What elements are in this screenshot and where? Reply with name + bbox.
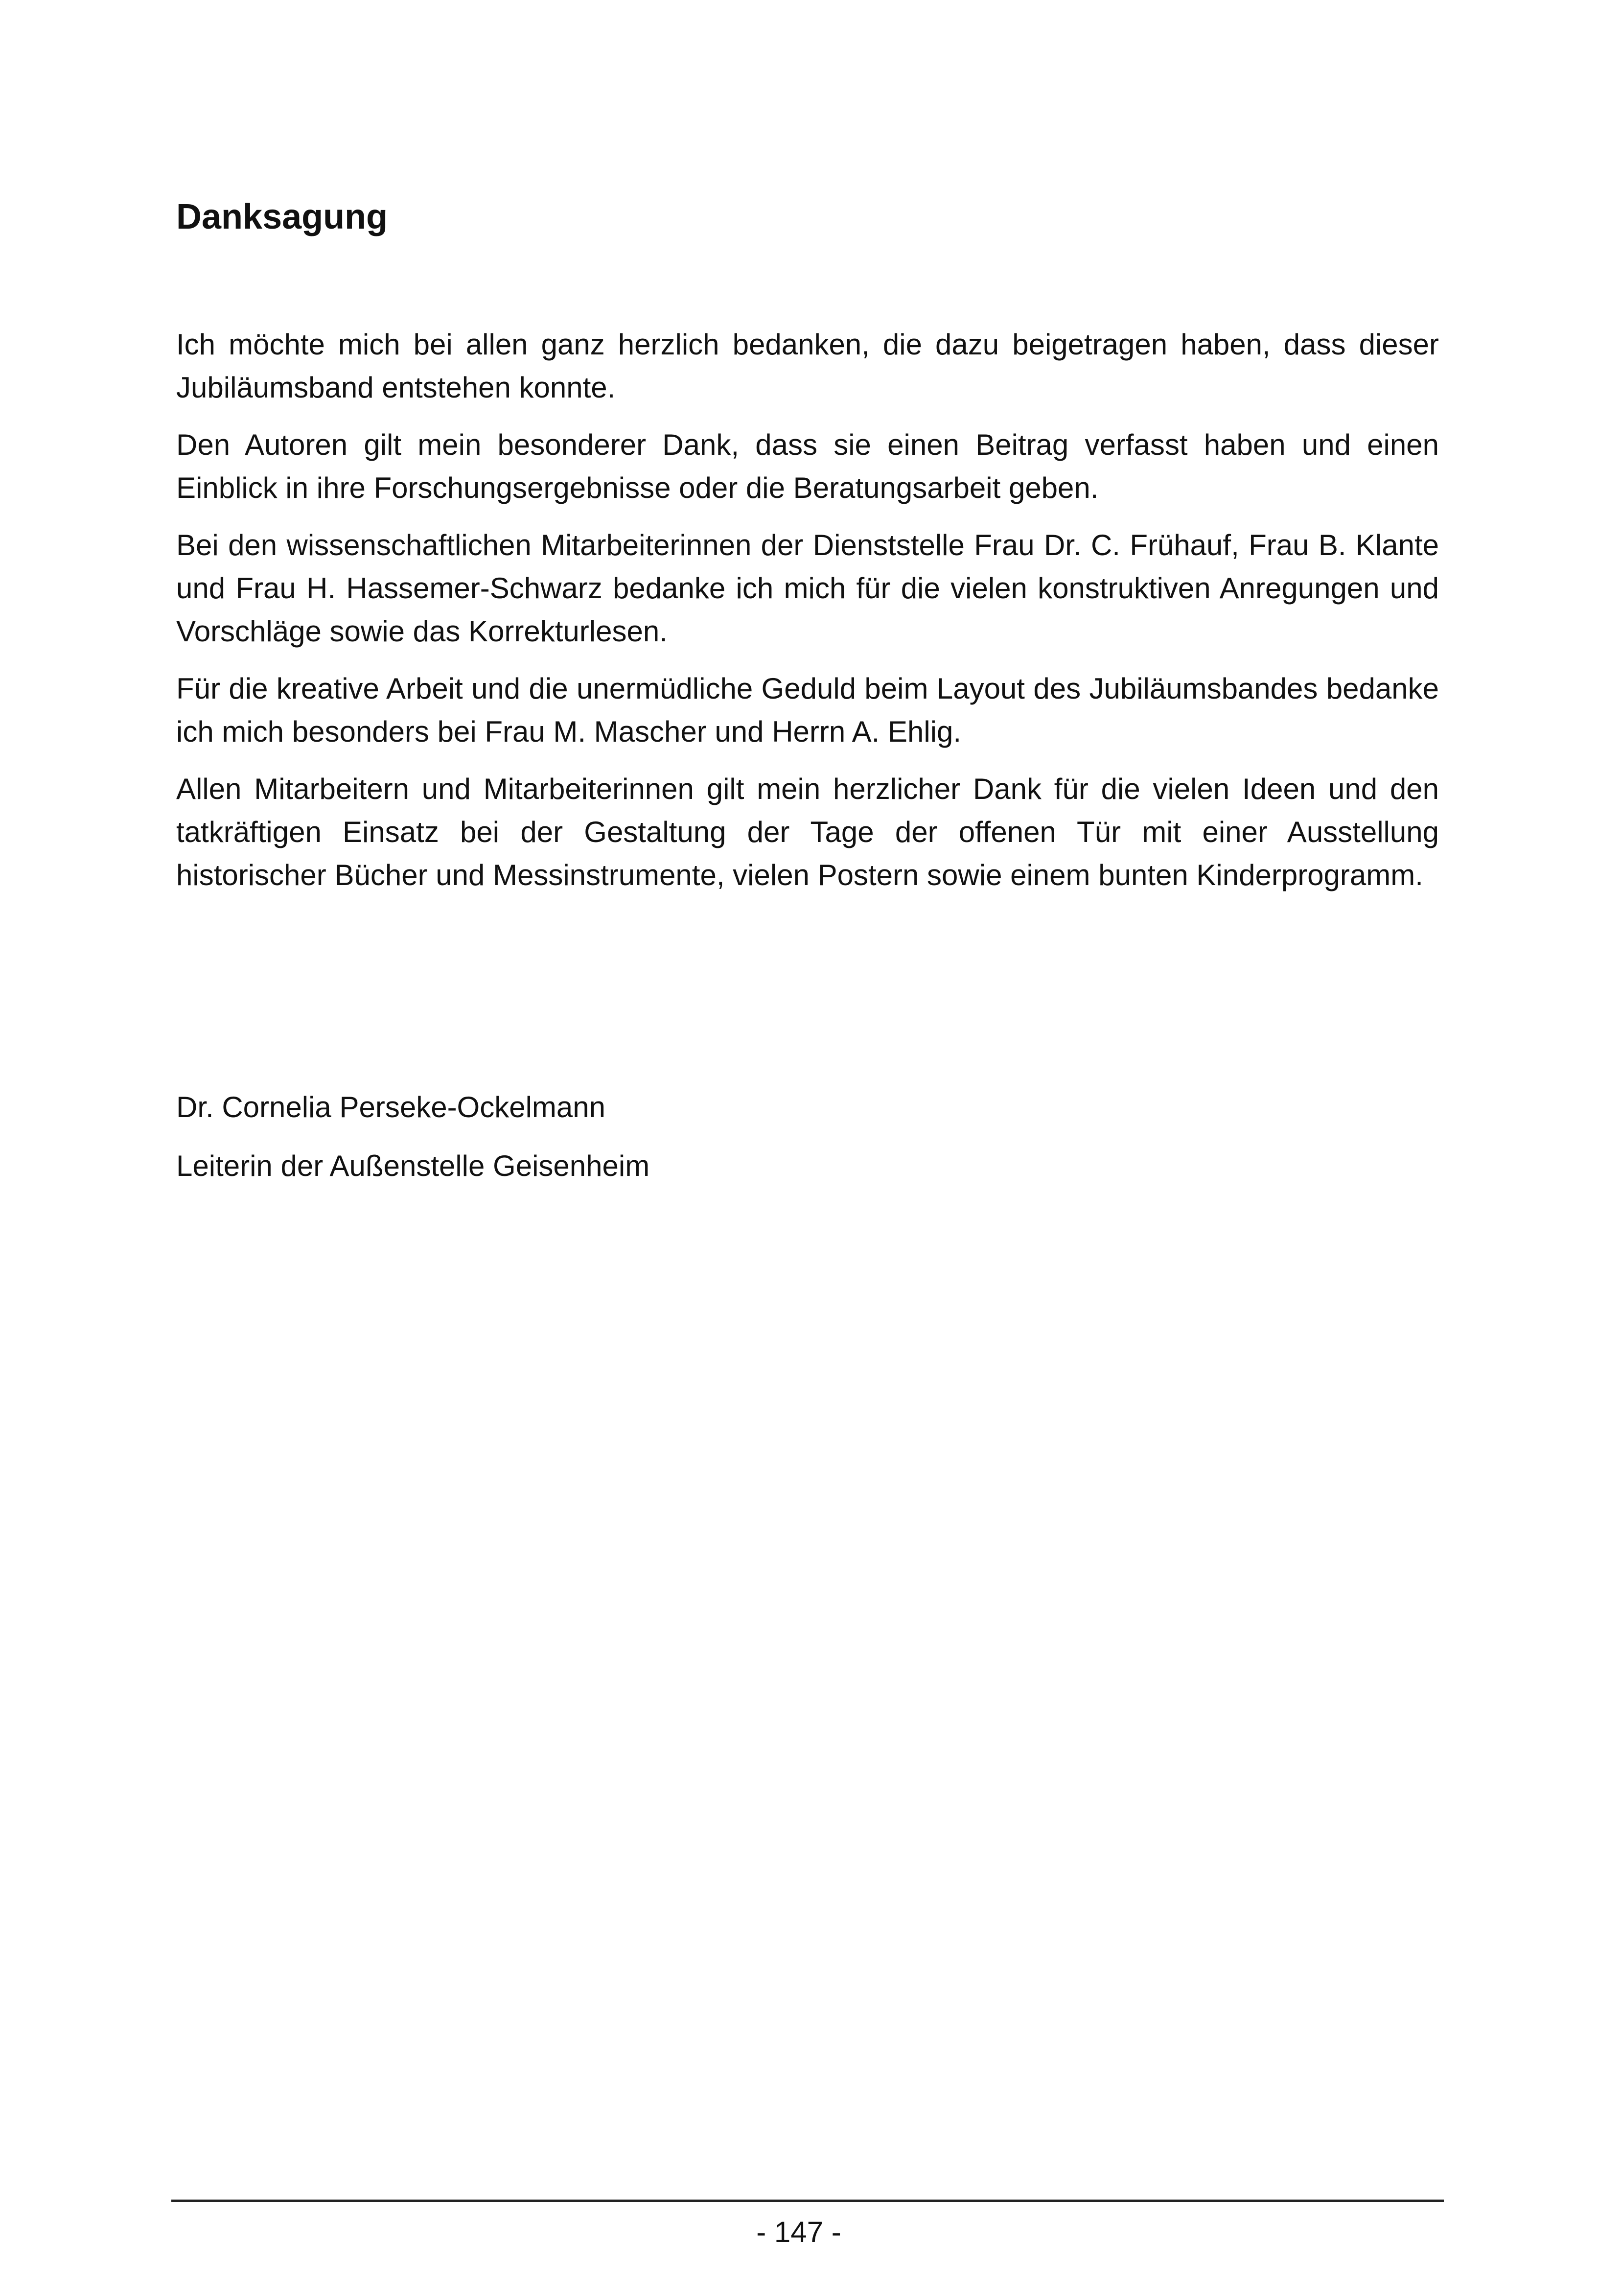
signature-role: Leiterin der Außenstelle Geisenheim — [176, 1149, 650, 1182]
signature-block — [176, 1086, 1155, 1203]
body-text — [176, 323, 1439, 911]
signature-name: Dr. Cornelia Perseke-Ockelmann — [176, 1091, 606, 1124]
paragraph-thanks-all: Ich möchte mich bei allen ganz herzlich bedanken, die dazu beigetragen haben, dass dieser Jubiläumsband entstehen konnte. — [176, 328, 1439, 404]
paragraph-thanks-authors: Den Autoren gilt mein besonderer Dank, dass sie einen Beitrag verfasst haben und einen Einblick in ihre Forschungsergebnisse oder die Beratungsarbeit geben. — [176, 428, 1439, 504]
paragraph-thanks-scientific-staff: Bei den wissenschaftlichen Mitarbeiterinnen der Dienststelle Frau Dr. C. Frühauf, Frau B. Klante und Frau H. Hassemer-Schwarz bedanke ich mich für die vielen konstruktiven Anregungen und Vorschläge sowie das Korrekturlesen. — [176, 529, 1439, 648]
page-heading: Danksagung — [176, 197, 388, 236]
paragraph-thanks-employees: Allen Mitarbeitern und Mitarbeiterinnen gilt mein herzlicher Dank für die vielen Ideen und den tatkräftigen Einsatz bei der Gestaltung der Tage der offenen Tür mit einer Ausstellung historischer Bücher und Messinstrumente, vielen Postern sowie einem bunten Kinderprogramm. — [176, 773, 1439, 891]
paragraph-thanks-layout: Für die kreative Arbeit und die unermüdliche Geduld beim Layout des Jubiläumsbandes bedanke ich mich besonders bei Frau M. Mascher und Herrn A. Ehlig. — [176, 672, 1439, 748]
page-number: - 147 - — [756, 2216, 841, 2249]
footer-rule — [171, 2200, 1444, 2202]
